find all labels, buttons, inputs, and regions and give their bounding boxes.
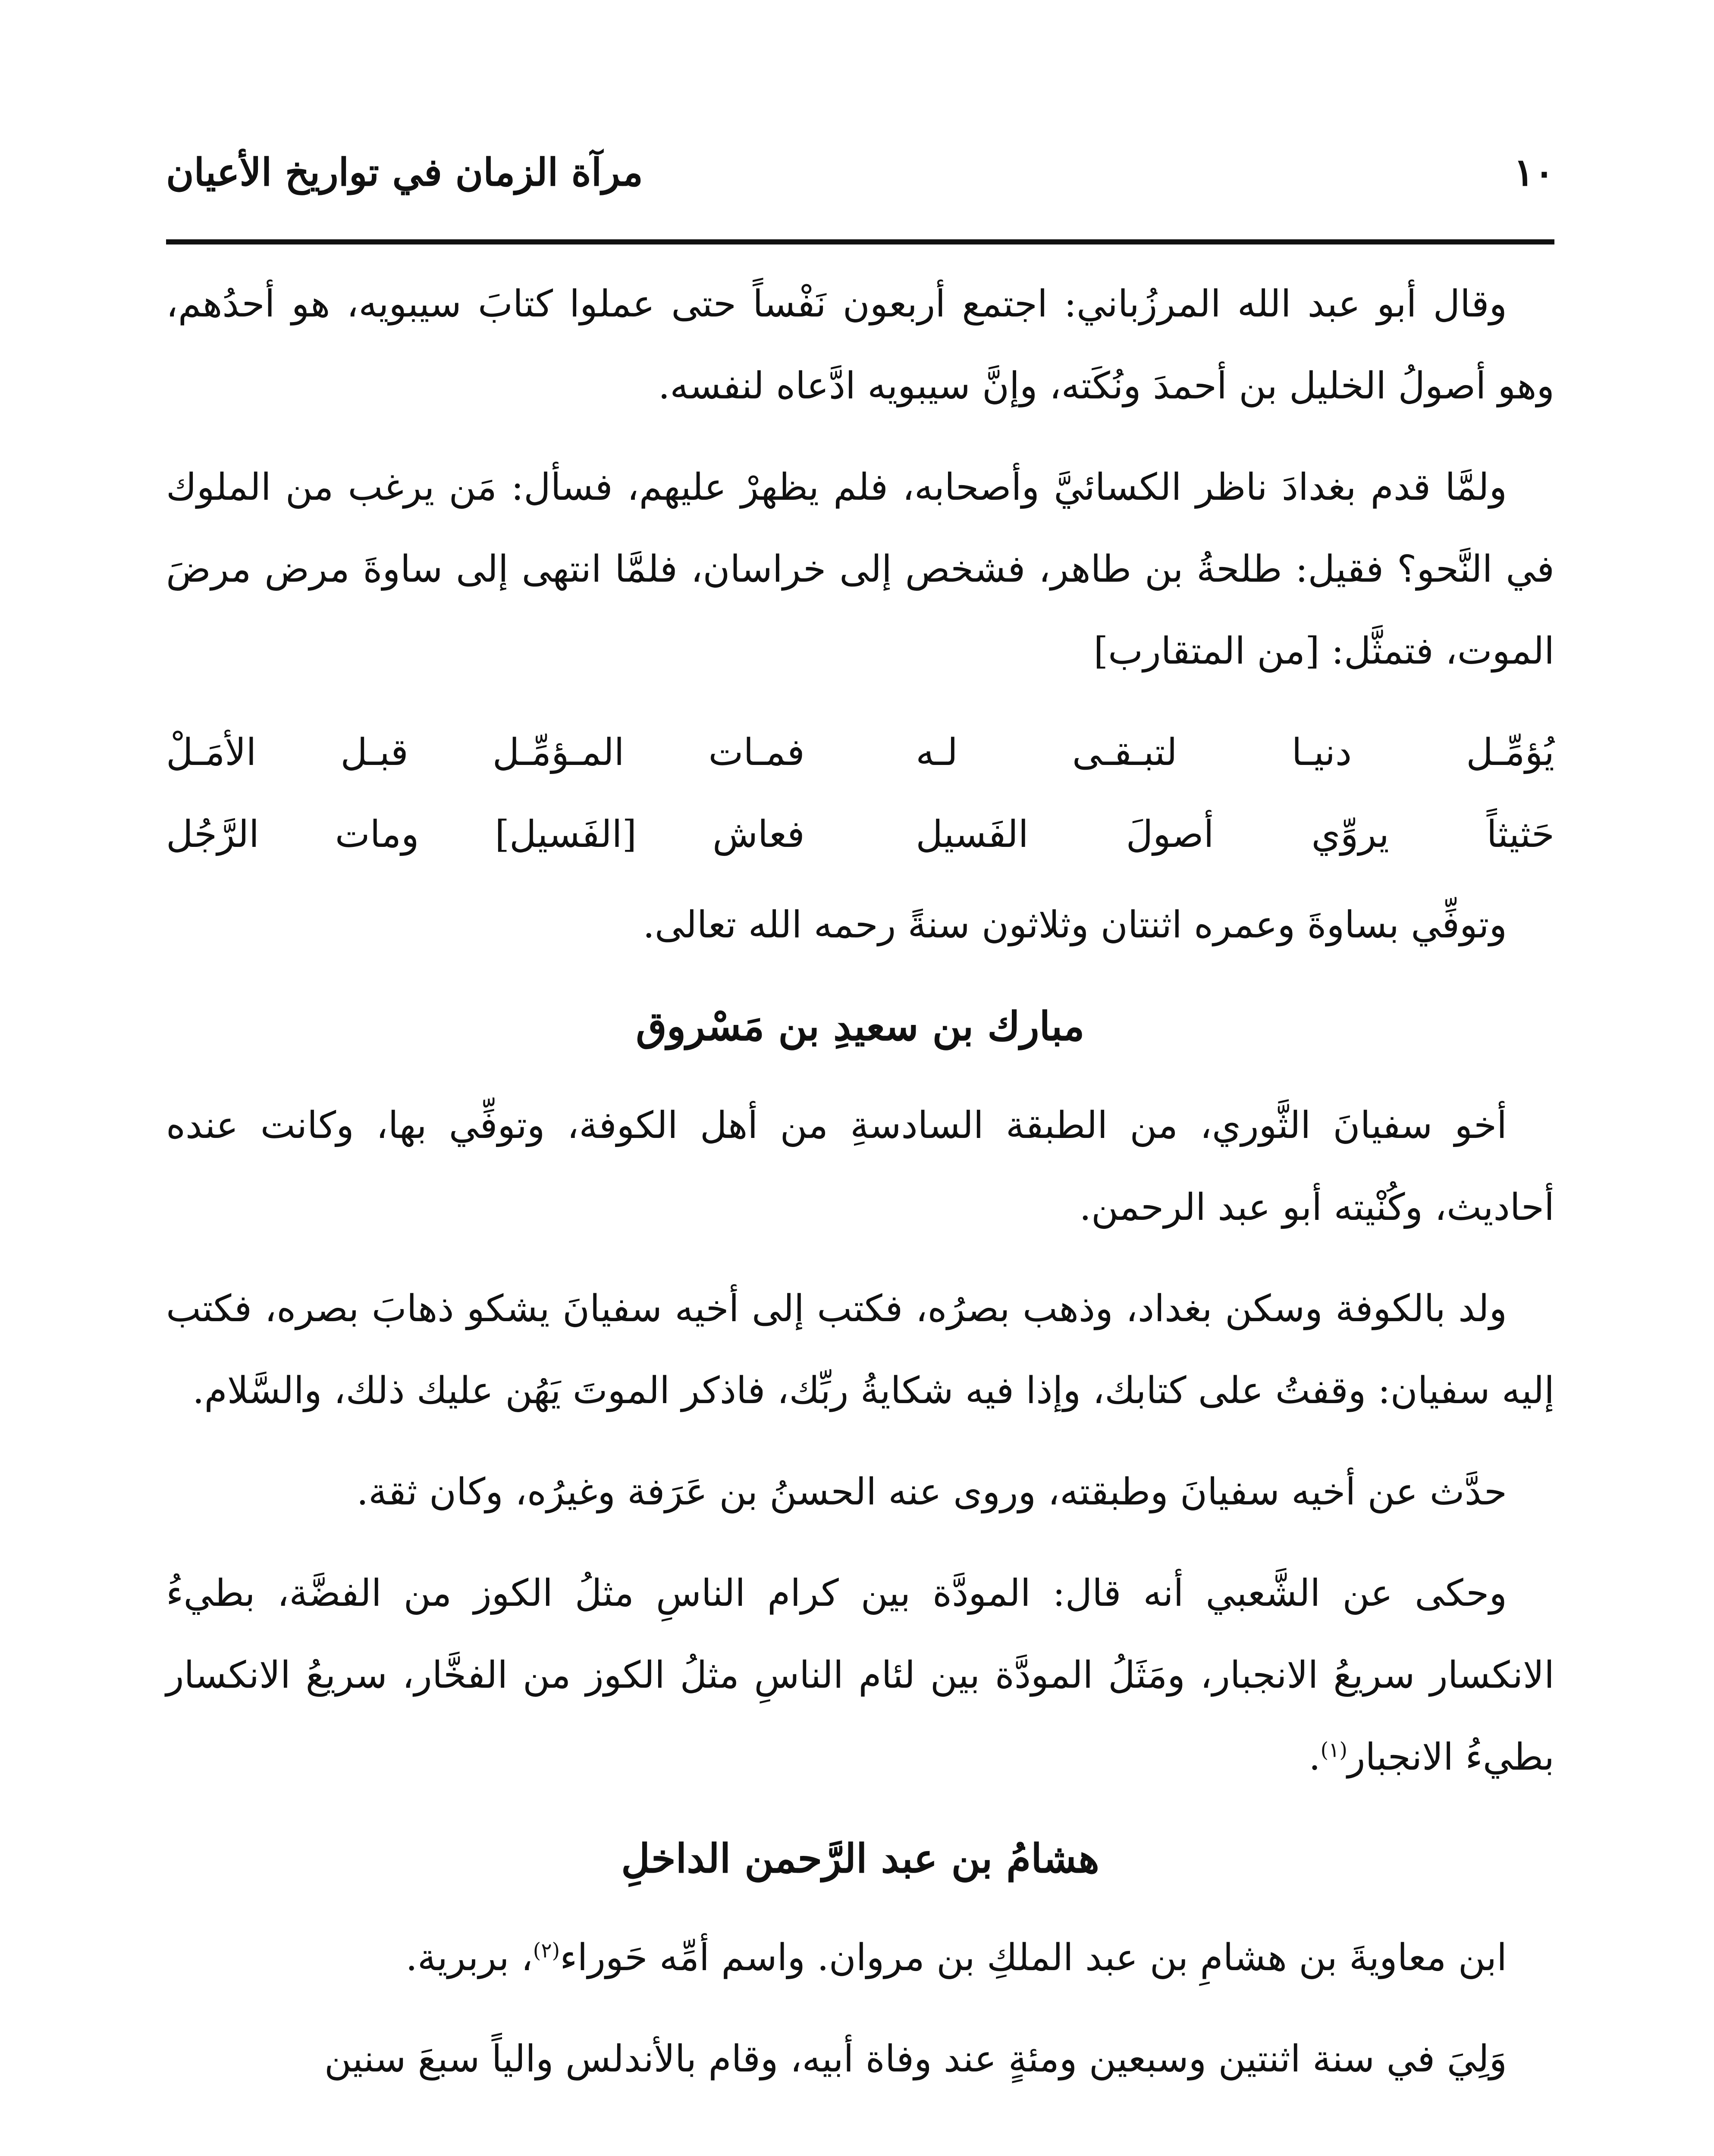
paragraph: حدَّث عن أخيه سفيانَ وطبقته، وروى عنه الحسنُ بن عَرَفة وغيرُه، وكان ثقة. bbox=[356, 1470, 1507, 1514]
poem-verse bbox=[166, 711, 1554, 793]
footnote-marker[interactable]: (١) bbox=[1320, 1738, 1347, 1762]
paragraph: ولد بالكوفة وسكن بغداد، وذهب بصرُه، فكتب إلى أخيه سفيانَ يشكو ذهابَ بصره، فكتب إليه سفيان: وقفتُ على كتابك، وإذا فيه شكايةُ ربِّك، فاذكر الموتَ يَهُن عليك ذلك، والسَّلام. bbox=[166, 1287, 1554, 1412]
footnote-marker[interactable]: (٢) bbox=[533, 1939, 560, 1963]
section-title: مبارك بن سعيدِ بن مَسْروق bbox=[636, 1003, 1085, 1050]
page-number: ١٠ bbox=[1513, 150, 1554, 194]
paragraph bbox=[166, 1917, 1554, 1999]
poem-verse bbox=[166, 793, 1554, 875]
paragraph bbox=[166, 1552, 1554, 1798]
section-title: هشامُ بن عبد الرَّحمن الداخلِ bbox=[621, 1835, 1099, 1882]
header-rule bbox=[166, 239, 1554, 244]
paragraph-text: وحكى عن الشَّعبي أنه قال: المودَّة بين كرام الناسِ مثلُ الكوز من الفضَّة، بطيءُ الانكسار سريعُ الانجبار، ومَثَلُ المودَّة بين لئام الناسِ مثلُ الكوز من الفخَّار، سريعُ الانكسار بطيءُ الانجبار bbox=[166, 1572, 1554, 1779]
main-text bbox=[166, 263, 1554, 2119]
paragraph: ولمَّا قدم بغدادَ ناظر الكسائيَّ وأصحابه، فلم يظهرْ عليهم، فسأل: مَن يرغب من الملوك في النَّحو؟ فقيل: طلحةُ بن طاهر، فشخص إلى خراسان، فلمَّا انتهى إلى ساوةَ مرض مرضَ الموت، فتمثَّل: [من المتقارب] bbox=[166, 466, 1554, 673]
poem-second-hemistich: فعاش [الفَسيل] ومات الرَّجُل bbox=[166, 813, 805, 856]
running-title: مرآة الزمان في تواريخ الأعيان bbox=[166, 150, 643, 194]
poem-second-hemistich: فمـات المـؤمِّـل قبـل الأمَـلْ bbox=[166, 731, 805, 774]
paragraph: وقال أبو عبد الله المرزُباني: اجتمع أربعون نَفْساً حتى عملوا كتابَ سيبويه، هو أحدُهم، وهو أصولُ الخليل بن أحمدَ ونُكَته، وإنَّ سيبويه ادَّعاه لنفسه. bbox=[166, 282, 1554, 407]
poem-first-hemistich: يُؤمِّـل دنيـا لتبـقـى لـه bbox=[916, 731, 1554, 774]
paragraph-text: ، بربرية. bbox=[405, 1936, 533, 1979]
paragraph-text: . bbox=[1309, 1736, 1321, 1779]
page-header bbox=[166, 144, 1554, 209]
paragraph: أخو سفيانَ الثَّوري، من الطبقة السادسةِ من أهل الكوفة، وتوفِّي بها، وكانت عنده أحاديث، وكُنْيته أبو عبد الرحمن. bbox=[166, 1104, 1554, 1229]
paragraph: وَلِيَ في سنة اثنتين وسبعين ومئةٍ عند وفاة أبيه، وقام بالأندلس والياً سبعَ سنين bbox=[324, 2037, 1507, 2081]
poem-first-hemistich: حَثيثاً يروِّي أصولَ الفَسيل bbox=[916, 813, 1554, 856]
poem bbox=[166, 711, 1554, 875]
paragraph: وتوفِّي بساوةَ وعمره اثنتان وثلاثون سنةً رحمه الله تعالى. bbox=[643, 903, 1507, 946]
paragraph-text: ابن معاويةَ بن هشامِ بن عبد الملكِ بن مروان. واسم أمِّه حَوراء bbox=[560, 1936, 1507, 1979]
